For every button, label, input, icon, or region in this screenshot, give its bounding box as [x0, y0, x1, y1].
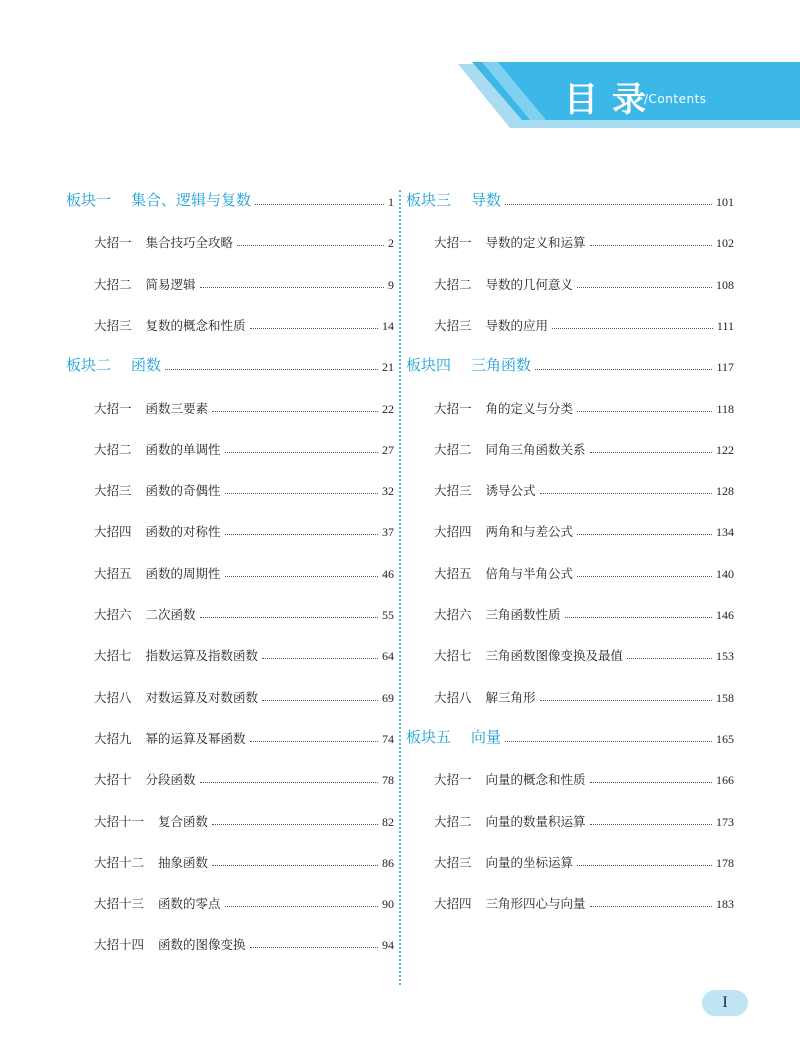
dot-leader: [250, 328, 378, 329]
item-name: 函数三要素: [145, 400, 209, 416]
item-name: 三角函数图像变换及最值: [485, 648, 624, 664]
page-ref: 27: [382, 442, 394, 457]
toc-section[interactable]: [406, 727, 734, 747]
page-ref: 90: [382, 897, 394, 912]
item-title: [434, 688, 536, 706]
toc-item[interactable]: [66, 397, 394, 417]
page-ref: 32: [382, 484, 394, 499]
toc-item[interactable]: [66, 810, 394, 830]
page-ref: 101: [716, 195, 734, 209]
item-title: [434, 812, 586, 830]
section-title: [406, 726, 501, 747]
item-number: 大招四: [94, 524, 132, 540]
page-ref: 1: [388, 195, 394, 209]
item-title: [94, 853, 208, 871]
item-name: 复合函数: [158, 813, 209, 829]
item-name: 解三角形: [485, 689, 536, 705]
page-ref: 118: [716, 401, 734, 416]
item-number: 大招三: [434, 854, 472, 870]
item-number: 大招三: [434, 483, 472, 499]
item-title: [434, 275, 573, 293]
header-banner: [458, 62, 800, 130]
dot-leader: [165, 369, 378, 370]
page-ref: 146: [716, 608, 734, 622]
item-number: 大招二: [94, 441, 132, 457]
page-ref: 108: [716, 277, 734, 292]
item-title: [94, 729, 246, 747]
item-name: 向量的概念和性质: [485, 772, 586, 788]
page-ref: 64: [382, 649, 394, 664]
dot-leader: [590, 245, 712, 246]
item-number: 大招七: [94, 648, 132, 664]
item-number: 大招一: [434, 772, 472, 788]
item-number: 大招二: [434, 276, 472, 292]
dot-leader: [212, 411, 378, 412]
toc-item[interactable]: [66, 603, 394, 623]
section-title: [406, 354, 531, 375]
page-ref: 21: [382, 360, 394, 375]
dot-leader: [237, 245, 384, 246]
toc-item[interactable]: [406, 810, 734, 830]
toc-item[interactable]: [406, 644, 734, 664]
item-title: [434, 233, 586, 251]
dot-leader: [577, 576, 712, 577]
page-ref: 14: [382, 318, 394, 333]
section-name: 向量: [471, 727, 502, 746]
page-ref: 22: [382, 401, 394, 416]
toc-item[interactable]: [66, 892, 394, 912]
dot-leader: [627, 658, 712, 659]
page-ref: 166: [716, 773, 734, 788]
toc-item[interactable]: [66, 231, 394, 251]
page-ref: 102: [716, 236, 734, 251]
toc-item[interactable]: [66, 520, 394, 540]
dot-leader: [505, 741, 712, 742]
item-number: 大招九: [94, 730, 132, 746]
item-title: [94, 605, 196, 623]
item-number: 大招十: [94, 772, 132, 788]
column-divider: [399, 190, 401, 985]
page-ref: 111: [716, 318, 734, 333]
item-number: 大招十四: [94, 937, 145, 953]
item-name: 函数的图像变换: [158, 937, 246, 953]
page-ref: 86: [382, 855, 394, 870]
toc-item[interactable]: [406, 479, 734, 499]
item-title: [434, 440, 586, 458]
item-number: 大招四: [434, 896, 472, 912]
dot-leader: [577, 411, 712, 412]
dot-leader: [212, 865, 378, 866]
toc-item[interactable]: [406, 273, 734, 293]
page-ref: 153: [716, 649, 734, 664]
toc-item[interactable]: [406, 438, 734, 458]
item-title: [434, 316, 548, 334]
dot-leader: [200, 617, 378, 618]
toc-section[interactable]: [406, 355, 734, 375]
item-number: 大招二: [434, 441, 472, 457]
item-number: 大招三: [94, 317, 132, 333]
toc-item[interactable]: [406, 768, 734, 788]
item-number: 大招六: [434, 607, 472, 622]
section-number: 板块三: [406, 191, 452, 209]
item-title: [434, 522, 573, 540]
section-number: 板块四: [406, 356, 452, 375]
dot-leader: [225, 493, 378, 494]
item-number: 大招五: [94, 565, 132, 581]
section-name: 集合、逻辑与复数: [131, 191, 252, 209]
page-ref: 117: [716, 360, 734, 375]
toc-item[interactable]: [406, 314, 734, 334]
item-name: 二次函数: [145, 607, 196, 622]
item-number: 大招四: [434, 524, 472, 540]
dot-leader: [540, 493, 712, 494]
item-title: [94, 770, 196, 788]
item-number: 大招三: [94, 483, 132, 499]
toc-item[interactable]: [66, 479, 394, 499]
dot-leader: [535, 369, 712, 370]
item-number: 大招一: [94, 400, 132, 416]
item-name: 复数的概念和性质: [145, 317, 246, 333]
toc-item[interactable]: [66, 727, 394, 747]
item-number: 大招十一: [94, 813, 145, 829]
item-title: [434, 894, 586, 912]
toc-item[interactable]: [66, 933, 394, 953]
item-name: 函数的对称性: [145, 524, 221, 540]
item-name: 简易逻辑: [145, 276, 196, 292]
item-name: 导数的应用: [485, 317, 549, 333]
dot-leader: [225, 534, 378, 535]
page-ref: 158: [716, 690, 734, 705]
toc-item[interactable]: [406, 562, 734, 582]
item-title: [94, 399, 208, 417]
item-name: 抽象函数: [158, 854, 209, 870]
item-number: 大招一: [434, 235, 472, 251]
section-name: 三角函数: [471, 356, 532, 375]
dot-leader: [552, 328, 713, 329]
toc-item[interactable]: [66, 273, 394, 293]
item-name: 函数的零点: [158, 896, 221, 912]
item-name: 对数运算及对数函数: [145, 689, 259, 705]
page-ref: 46: [382, 566, 394, 581]
page-ref: 74: [382, 731, 394, 746]
toc-item[interactable]: [406, 397, 734, 417]
item-title: [434, 853, 573, 871]
item-title: [94, 522, 221, 540]
dot-leader: [505, 204, 712, 205]
item-name: 向量的坐标运算: [485, 854, 574, 870]
toc-section[interactable]: [66, 355, 394, 375]
dot-leader: [200, 287, 384, 288]
item-number: 大招六: [94, 607, 132, 622]
item-name: 三角函数性质: [485, 607, 561, 622]
toc-item[interactable]: [66, 644, 394, 664]
page-ref: 134: [716, 525, 734, 540]
item-title: [94, 812, 208, 830]
toc-item[interactable]: [66, 768, 394, 788]
item-title: [94, 894, 221, 912]
section-number: 板块一: [66, 191, 112, 209]
toc-item[interactable]: [406, 603, 734, 623]
section-name: 函数: [131, 356, 162, 375]
item-number: 大招二: [94, 276, 132, 292]
page-ref: 183: [716, 897, 734, 912]
dot-leader: [200, 782, 378, 783]
toc-item[interactable]: [406, 851, 734, 871]
dot-leader: [590, 782, 712, 783]
item-title: [94, 646, 258, 664]
item-name: 角的定义与分类: [485, 400, 574, 416]
item-number: 大招一: [434, 400, 472, 416]
item-title: [94, 275, 196, 293]
item-title: [94, 440, 221, 458]
dot-leader: [225, 906, 378, 907]
item-title: [434, 605, 561, 623]
item-number: 大招十二: [94, 854, 145, 870]
page-ref: 122: [716, 442, 734, 457]
item-title: [94, 481, 221, 499]
dot-leader: [590, 906, 712, 907]
dot-leader: [577, 865, 712, 866]
toc-item[interactable]: [66, 686, 394, 706]
toc-item[interactable]: [66, 851, 394, 871]
item-number: 大招三: [434, 317, 472, 333]
item-title: [434, 564, 573, 582]
page-title: 目录: [564, 80, 660, 120]
dot-leader: [590, 452, 712, 453]
section-title: [66, 189, 251, 210]
page-ref: 128: [716, 484, 734, 499]
item-title: [434, 481, 536, 499]
item-number: 大招二: [434, 813, 472, 829]
dot-leader: [262, 658, 378, 659]
item-number: 大招八: [434, 689, 472, 705]
toc-item[interactable]: [66, 438, 394, 458]
item-title: [94, 688, 258, 706]
dot-leader: [577, 534, 712, 535]
toc-item[interactable]: [406, 892, 734, 912]
section-number: 板块五: [406, 727, 452, 746]
toc-item[interactable]: [406, 686, 734, 706]
dot-leader: [590, 824, 712, 825]
toc-item[interactable]: [66, 314, 394, 334]
dot-leader: [540, 700, 712, 701]
item-title: [94, 935, 246, 953]
dot-leader: [255, 204, 384, 205]
dot-leader: [225, 576, 378, 577]
item-name: 集合技巧全攻略: [145, 235, 234, 251]
page-ref: 55: [382, 608, 394, 622]
item-name: 函数的奇偶性: [145, 483, 221, 499]
item-number: 大招八: [94, 689, 132, 705]
page-ref: 94: [382, 938, 394, 953]
dot-leader: [212, 824, 378, 825]
section-name: 导数: [471, 191, 502, 209]
item-name: 幂的运算及幂函数: [145, 730, 246, 746]
page-ref: 82: [382, 814, 394, 829]
toc-item[interactable]: [406, 520, 734, 540]
item-name: 倍角与半角公式: [485, 565, 574, 581]
dot-leader: [577, 287, 712, 288]
page-ref: 69: [382, 690, 394, 705]
section-title: [406, 189, 501, 210]
item-name: 函数的周期性: [145, 565, 221, 581]
item-name: 指数运算及指数函数: [145, 648, 259, 664]
dot-leader: [262, 700, 378, 701]
item-number: 大招七: [434, 648, 472, 664]
item-title: [434, 399, 573, 417]
item-title: [434, 770, 586, 788]
item-number: 大招十三: [94, 896, 145, 912]
page-ref: 78: [382, 773, 394, 788]
section-number: 板块二: [66, 356, 112, 375]
toc-item[interactable]: [406, 231, 734, 251]
item-title: [434, 646, 623, 664]
item-name: 三角形四心与向量: [485, 896, 586, 912]
item-name: 两角和与差公式: [485, 524, 574, 540]
page-ref: 2: [388, 236, 394, 251]
item-name: 诱导公式: [485, 483, 536, 499]
page-ref: 37: [382, 525, 394, 540]
page-ref: 178: [716, 855, 734, 870]
dot-leader: [225, 452, 378, 453]
toc-section[interactable]: [66, 190, 394, 210]
page-ref: 140: [716, 566, 734, 581]
toc-item[interactable]: [66, 562, 394, 582]
page-ref: 173: [716, 814, 734, 829]
page-subtitle: /Contents: [644, 92, 707, 106]
item-number: 大招五: [434, 565, 472, 581]
item-name: 导数的几何意义: [485, 276, 574, 292]
item-title: [94, 564, 221, 582]
dot-leader: [250, 947, 378, 948]
toc-section[interactable]: [406, 190, 734, 210]
item-name: 导数的定义和运算: [485, 235, 586, 251]
item-number: 大招一: [94, 235, 132, 251]
item-name: 分段函数: [145, 772, 196, 788]
dot-leader: [250, 741, 378, 742]
item-name: 同角三角函数关系: [485, 441, 586, 457]
page-ref: 165: [716, 731, 734, 746]
page-ref: 9: [388, 277, 394, 292]
item-name: 函数的单调性: [145, 441, 221, 457]
item-title: [94, 233, 233, 251]
section-title: [66, 354, 161, 375]
item-title: [94, 316, 246, 334]
page-number-badge: I: [702, 990, 748, 1016]
item-name: 向量的数量积运算: [485, 813, 586, 829]
dot-leader: [565, 617, 712, 618]
